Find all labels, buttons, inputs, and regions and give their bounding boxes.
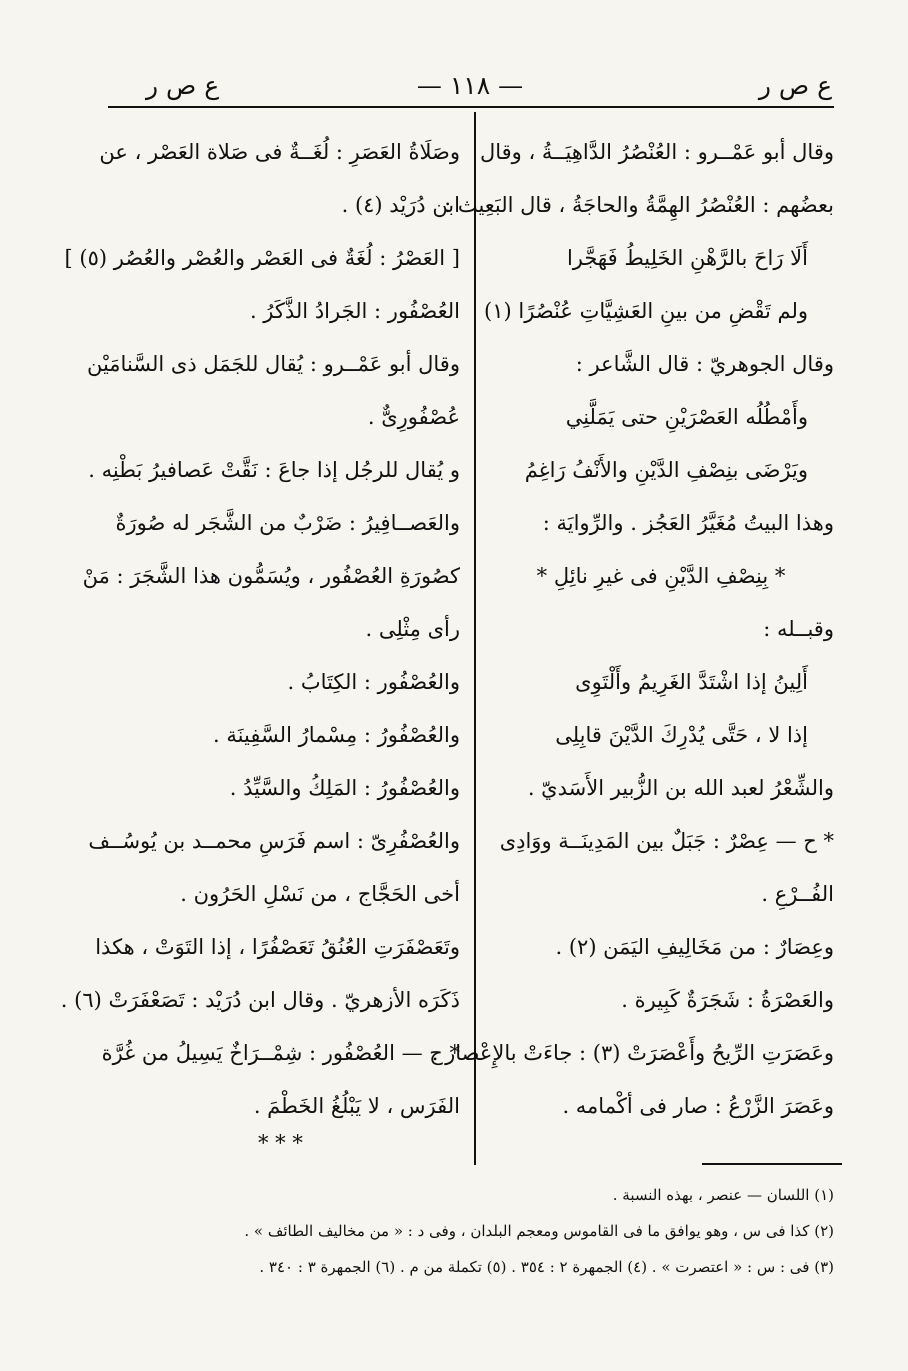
footnote: (٣) فى : س : « اعتصرت » . (٤) الجمهرة ٢ : ٣٥٤ . (٥) تكملة من م . (٦) الجمهرة ٣ : ٣٤٠ .	[259, 1258, 834, 1276]
text-line: وقال أبو عَمْــرو : العُنْصُرُ الدَّاهِيَــةُ ، وقال	[479, 140, 834, 164]
verse-line: وأَمْطُلُه العَصْرَيْنِ حتى يَمَلَّنِي	[565, 405, 808, 429]
verse-line: أَلِينُ إذا اشْتَدَّ الغَرِيمُ وأَلْتَوِى	[575, 670, 808, 694]
footnote-rule	[702, 1163, 842, 1165]
section-end-stars: * * *	[258, 1131, 303, 1155]
text-line: والشِّعْرُ لعبد الله بن الزُّبير الأَسَديّ .	[527, 776, 834, 800]
text-line: والعَصْرَةُ : شَجَرَةٌ كَبِيرة .	[621, 988, 834, 1012]
text-line: بعضُهم : العُنْصُرُ الهِمَّةُ والحاجَةُ ، قال البَعِيث :	[444, 193, 834, 217]
header-root-left: ع ص ر	[146, 71, 220, 100]
text-line: والعُصْفُورُ : مِسْمارُ السَّفِينَة .	[213, 723, 460, 747]
text-line: * ح — العُصْفُور : شِمْــرَاخٌ يَسِيلُ من غُرَّة	[101, 1041, 460, 1065]
text-line: كصُورَةِ العُصْفُور ، ويُسَمُّون هذا الشَّجَرَ : مَنْ	[82, 564, 460, 588]
column-divider	[474, 112, 476, 1165]
verse-line: أَلَا رَاحَ بالرَّهْنِ الخَلِيطُ فَهَجَّرا	[566, 246, 808, 270]
text-line: وهذا البيتُ مُغَيَّرُ العَجُز . والرِّوايَة :	[542, 511, 834, 535]
text-line: وقال الجوهريّ : قال الشَّاعر :	[575, 352, 834, 376]
text-line: العُصْفُور : الجَرادُ الذَّكَرُ .	[249, 299, 460, 323]
text-line: * ح — عِصْرٌ : جَبَلٌ بين المَدِينَــة ووَادِى	[499, 829, 834, 853]
text-line: والعُصْفُورُ : المَلِكُ والسَّيِّدُ .	[229, 776, 460, 800]
text-line: وعَصَرَتِ الرِّيحُ وأَعْصَرَتْ (٣) : جاءَتْ بالإِعْصار .	[431, 1041, 834, 1065]
text-line: والعَصــافِيرُ : ضَرْبٌ من الشَّجَر له صُورَةٌ	[115, 511, 460, 535]
text-line: وعَصَرَ الزَّرْعُ : صار فى أكْمامه .	[562, 1094, 834, 1118]
right-column	[431, 126, 834, 1133]
text-line: وقبــله :	[763, 617, 834, 641]
text-line: ذَكَرَه الأزهريّ . وقال ابن دُرَيْد : تَصَعْفَرَتْ (٦) .	[60, 988, 460, 1012]
footnotes	[100, 1180, 834, 1288]
text-line: الفُــرْعِ .	[761, 882, 834, 906]
text-line: والعُصْفُور : الكِتَابُ .	[287, 670, 460, 694]
text-line: رأى مِثْلِى .	[365, 617, 460, 641]
verse-line: ويَرْضَى بنِصْفِ الدَّيْنِ والأَنْفُ رَاغِمُ	[524, 458, 808, 482]
text-line: [ العَصْرُ : لُغَةٌ فى العَصْر والعُصْر والعُصُر (٥) ]	[64, 246, 460, 270]
text-line: وتَعَصْفَرَتِ العُنُقُ تَعَصْفُرًا ، إذا التَوَتْ ، هكذا	[95, 935, 460, 959]
header-rule	[108, 106, 834, 108]
text-line: ابن دُرَيْد (٤) .	[341, 193, 460, 217]
text-line: وقال أبو عَمْــرو : يُقال للجَمَل ذى السَّنامَيْن	[86, 352, 460, 376]
footnote: (٢) كذا فى س ، وهو يوافق ما فى القاموس ومعجم البلدان ، وفى د : « من مخاليف الطائف » .	[244, 1222, 834, 1240]
text-line: عُصْفُورِىٌّ .	[367, 405, 460, 429]
text-line: وصَلَاةُ العَصَرِ : لُغَــةٌ فى صَلاة العَصْر ، عن	[99, 140, 460, 164]
text-line: أخى الحَجَّاج ، من نَسْلِ الحَرُون .	[180, 882, 460, 906]
verse-line: ولم تَقْضِ من بينِ العَشِيَّاتِ عُنْصُرًا (١)	[484, 299, 808, 323]
verse-line: * بِنِصْفِ الدَّيْنِ فى غيرِ نائِلِ *	[536, 564, 786, 588]
text-line: الفَرَس ، لا يَبْلُغُ الخَطْمَ .	[253, 1094, 460, 1118]
running-header	[108, 68, 832, 104]
header-root-right: ع ص ر	[758, 71, 832, 100]
footnote: (١) اللسان — عنصر ، بهذه النسبة .	[612, 1186, 834, 1204]
left-column	[60, 126, 460, 1163]
text-line: و يُقال للرجُل إذا جاعَ : نَقَّتْ عَصافيرُ بَطْنِه .	[88, 458, 460, 482]
text-line: وعِصَارٌ : من مَخَالِيفِ اليَمَن (٢) .	[555, 935, 834, 959]
text-line: والعُصْفُرِىّ : اسم فَرَسِ محمــد بن يُوسُــف	[88, 829, 460, 853]
verse-line: إذا لا ، حَتَّى يُدْرِكَ الدَّيْنَ قابِلِى	[555, 723, 808, 747]
page-number: — ١١٨ —	[416, 71, 524, 100]
